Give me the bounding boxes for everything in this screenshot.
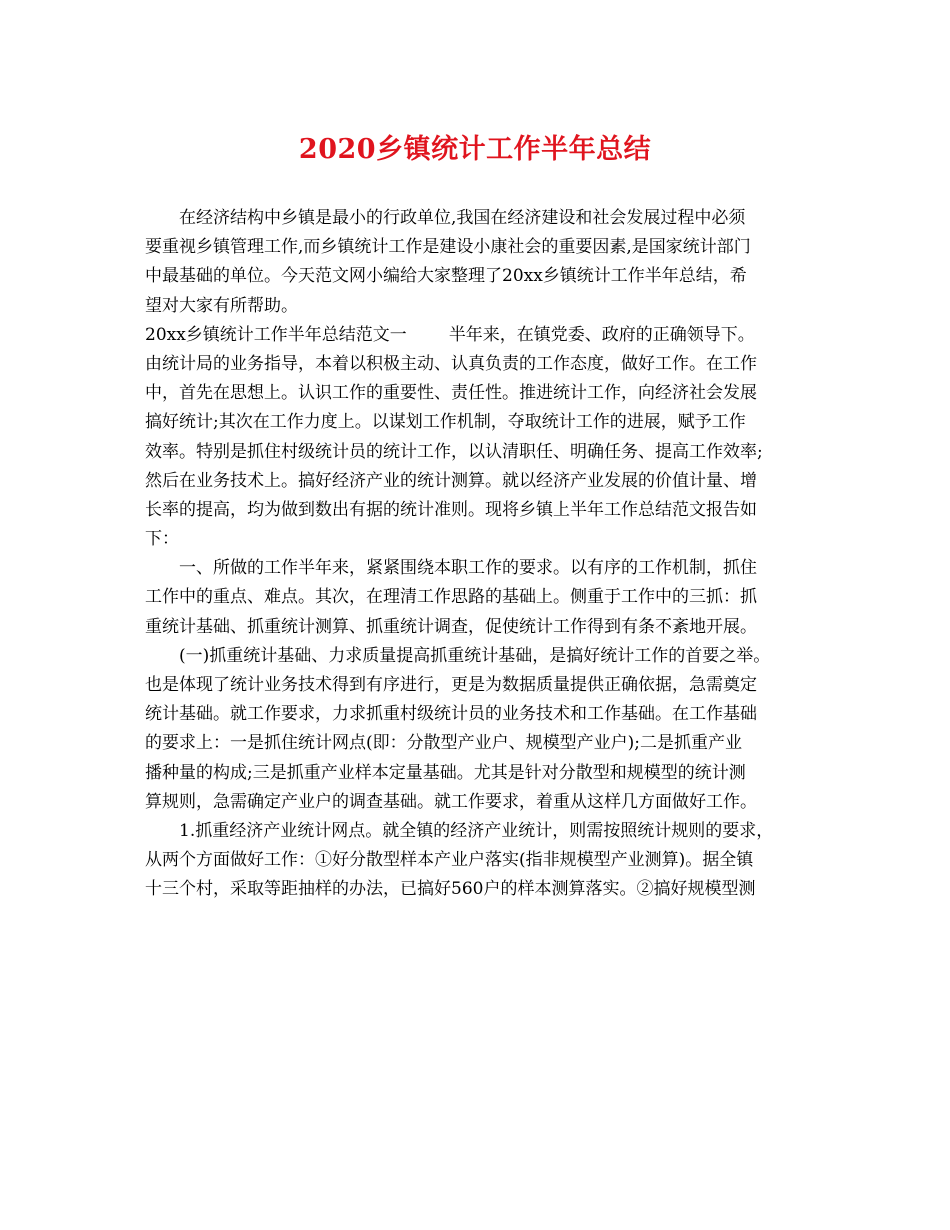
paragraph-line: 由统计局的业务指导，本着以积极主动、认真负责的工作态度，做好工作。在工作 xyxy=(145,353,757,374)
paragraph-line: 统计基础。就工作要求，力求抓重村级统计员的业务技术和工作基础。在工作基础 xyxy=(145,704,757,725)
paragraph-line: 在经济结构中乡镇是最小的行政单位,我国在经济建设和社会发展过程中必须 xyxy=(179,208,746,228)
paragraph-line: 长率的提高，均为做到数出有据的统计准则。现将乡镇上半年工作总结范文报告如 xyxy=(145,499,757,520)
section-heading: 20xx乡镇统计工作半年总结范文一 xyxy=(145,324,407,345)
paragraph-line: 中最基础的单位。今天范文网小编给大家整理了20xx乡镇统计工作半年总结，希 xyxy=(145,266,747,287)
paragraph-line: 望对大家有所帮助。 xyxy=(145,295,298,316)
document-title: 2020乡镇统计工作半年总结 xyxy=(298,134,652,165)
section-heading-line xyxy=(145,321,825,350)
paragraph-line: 十三个村，采取等距抽样的办法，已搞好560户的样本测算落实。②搞好规模型测 xyxy=(145,879,756,900)
paragraph-line: 1.抓重经济产业统计网点。就全镇的经济产业统计，则需按照统计规则的要求， xyxy=(179,820,774,841)
paragraph-line: 从两个方面做好工作：①好分散型样本产业户落实(指非规模型产业测算)。据全镇 xyxy=(145,850,754,871)
document-body xyxy=(145,204,825,905)
paragraph-line: 效率。特别是抓住村级统计员的统计工作，以认清职任、明确任务、提高工作效率; xyxy=(145,441,763,462)
paragraph-line: 工作中的重点、难点。其次，在理清工作思路的基础上。侧重于工作中的三抓：抓 xyxy=(145,587,757,608)
paragraph-line: (一)抓重统计基础、力求质量提高抓重统计基础，是搞好统计工作的首要之举。 xyxy=(179,645,771,666)
paragraph-line: 算规则，急需确定产业户的调查基础。就工作要求，着重从这样几方面做好工作。 xyxy=(145,791,757,812)
paragraph-line: 半年来，在镇党委、政府的正确领导下。 xyxy=(448,324,755,345)
paragraph-line: 要重视乡镇管理工作,而乡镇统计工作是建设小康社会的重要因素,是国家统计部门 xyxy=(145,237,751,258)
paragraph-line: 也是体现了统计业务技术得到有序进行，更是为数据质量提供正确依据，急需奠定 xyxy=(145,675,757,695)
paragraph-line: 重统计基础、抓重统计测算、抓重统计调查，促使统计工作得到有条不紊地开展。 xyxy=(145,616,757,637)
paragraph-line: 中，首先在思想上。认识工作的重要性、责任性。推进统计工作，向经济社会发展 xyxy=(145,383,757,404)
paragraph-line: 下： xyxy=(145,529,179,550)
paragraph-line: 一、所做的工作半年来，紧紧围绕本职工作的要求。以有序的工作机制，抓住 xyxy=(179,558,757,579)
paragraph-line: 然后在业务技术上。搞好经济产业的统计测算。就以经济产业发展的价值计量、增 xyxy=(145,470,757,491)
paragraph-line: 播种量的构成;三是抓重产业样本定量基础。尤其是针对分散型和规模型的统计测 xyxy=(145,762,746,783)
paragraph-line: 的要求上：一是抓住统计网点(即：分散型产业户、规模型产业户);二是抓重产业 xyxy=(145,733,742,754)
paragraph-line: 搞好统计;其次在工作力度上。以谋划工作机制，夺取统计工作的进展，赋予工作 xyxy=(145,412,746,433)
